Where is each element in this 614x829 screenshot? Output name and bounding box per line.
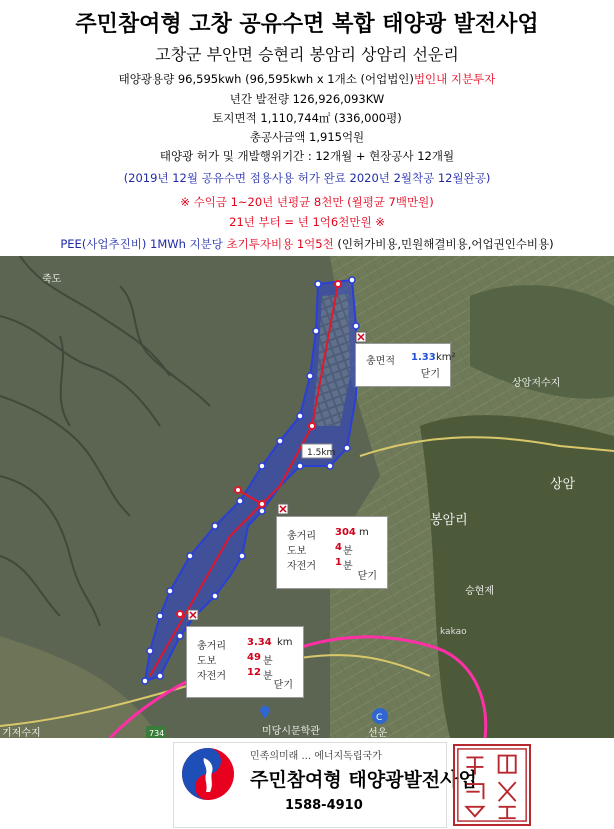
label-seonun: 선운: [368, 728, 388, 738]
label-kakao: kakao: [440, 627, 467, 637]
page-subtitle: 고창군 부안면 승현리 봉암리 상암리 선운리: [155, 45, 459, 64]
label-sangam: 상암: [550, 477, 576, 492]
short-bike-value: 1: [335, 557, 342, 568]
short-bike-label: 자전거: [287, 561, 316, 572]
area-unit: km²: [436, 352, 456, 363]
distance-label: 1.5km: [307, 448, 336, 458]
permit-line: (2019년 12월 공유수면 점용사용 허가 완료 2020년 2월착공 12월완공): [123, 171, 491, 185]
footer-slogan: 민족의미래 ... 에너지독립국가: [250, 751, 382, 762]
pee-line: [0, 236, 614, 252]
short-total-value: 304: [335, 527, 356, 538]
short-bike-unit: 분: [343, 561, 353, 572]
area-close-button[interactable]: 닫기: [420, 369, 440, 380]
short-walk-unit: 분: [343, 546, 353, 557]
header: [0, 0, 614, 256]
long-total-unit: km: [277, 637, 293, 648]
area-popup: [355, 343, 456, 387]
generation-line: 년간 발전량 126,926,093KW: [229, 92, 385, 106]
page-title: 주민참여형 고창 공유수면 복합 태양광 발전사업: [75, 12, 539, 37]
footer-brand: 주민참여형 태양광발전사업: [250, 769, 477, 791]
label-museum: 미당시문학관: [262, 726, 320, 737]
short-close-button[interactable]: 닫기: [357, 571, 377, 582]
map-canvas[interactable]: [0, 256, 614, 738]
short-walk-value: 4: [335, 542, 342, 553]
short-walk-label: 도보: [287, 546, 307, 557]
poi-icon-glyph: C: [376, 713, 383, 723]
long-walk-unit: 분: [263, 656, 273, 667]
short-total-unit: m: [359, 527, 369, 538]
label-seunghyeonje: 승현제: [465, 586, 494, 597]
satellite-map[interactable]: [0, 256, 614, 738]
label-bongam: 봉암리: [430, 513, 468, 528]
road-number: 734: [149, 729, 165, 738]
area-value: 1.33: [411, 352, 436, 363]
route-short-popup: [276, 516, 388, 589]
pee-cost: 초기투자비용 1억5천: [226, 237, 334, 251]
long-walk-label: 도보: [197, 656, 217, 667]
cost-line: 총공사금액 1,915억원: [249, 130, 365, 144]
footer: [0, 738, 614, 829]
long-bike-value: 12: [247, 667, 261, 678]
profit-line-1: ※ 수익금 1~20년 년평균 8천만 (월평균 7백만원): [180, 195, 434, 209]
long-total-value: 3.34: [247, 637, 272, 648]
long-close-button[interactable]: 닫기: [273, 680, 293, 691]
label-sangam-reservoir: 상암저수지: [512, 378, 561, 389]
area-label: 총면적: [366, 356, 395, 367]
long-bike-unit: 분: [263, 671, 273, 682]
short-total-label: 총거리: [287, 531, 316, 542]
forest-hills: [420, 415, 614, 738]
korea-logo-icon: [180, 746, 236, 802]
capacity-line: [0, 71, 614, 87]
land-line: 토지면적 1,110,744㎡ (336,000평): [212, 111, 402, 125]
capacity-note: 법인내 지분투자: [413, 72, 496, 86]
footer-phone[interactable]: 1588-4910: [285, 798, 363, 813]
seal-stamp-icon: [453, 744, 531, 826]
capacity-text: 태양광용량 96,595kwh (96,595kwh x 1개소 (어업법인): [118, 72, 414, 86]
label-reservoir-left: 기저수지: [2, 728, 41, 738]
long-walk-value: 49: [247, 652, 261, 663]
label-jukdo: 죽도: [42, 274, 62, 285]
route-long-popup: [186, 626, 304, 698]
period-line: 태양광 허가 및 개발행위기간 : 12개월 + 현장공사 12개월: [159, 149, 455, 163]
long-bike-label: 자전거: [197, 671, 226, 682]
pee-label: PEE(사업추진비) 1MWh 지분당: [60, 237, 227, 251]
profit-line-2: 21년 부터 = 년 1억6천만원 ※: [229, 215, 385, 229]
long-total-label: 총거리: [197, 641, 226, 652]
pee-detail: (인허가비용,민원해결비용,어업권인수비용): [333, 237, 554, 251]
